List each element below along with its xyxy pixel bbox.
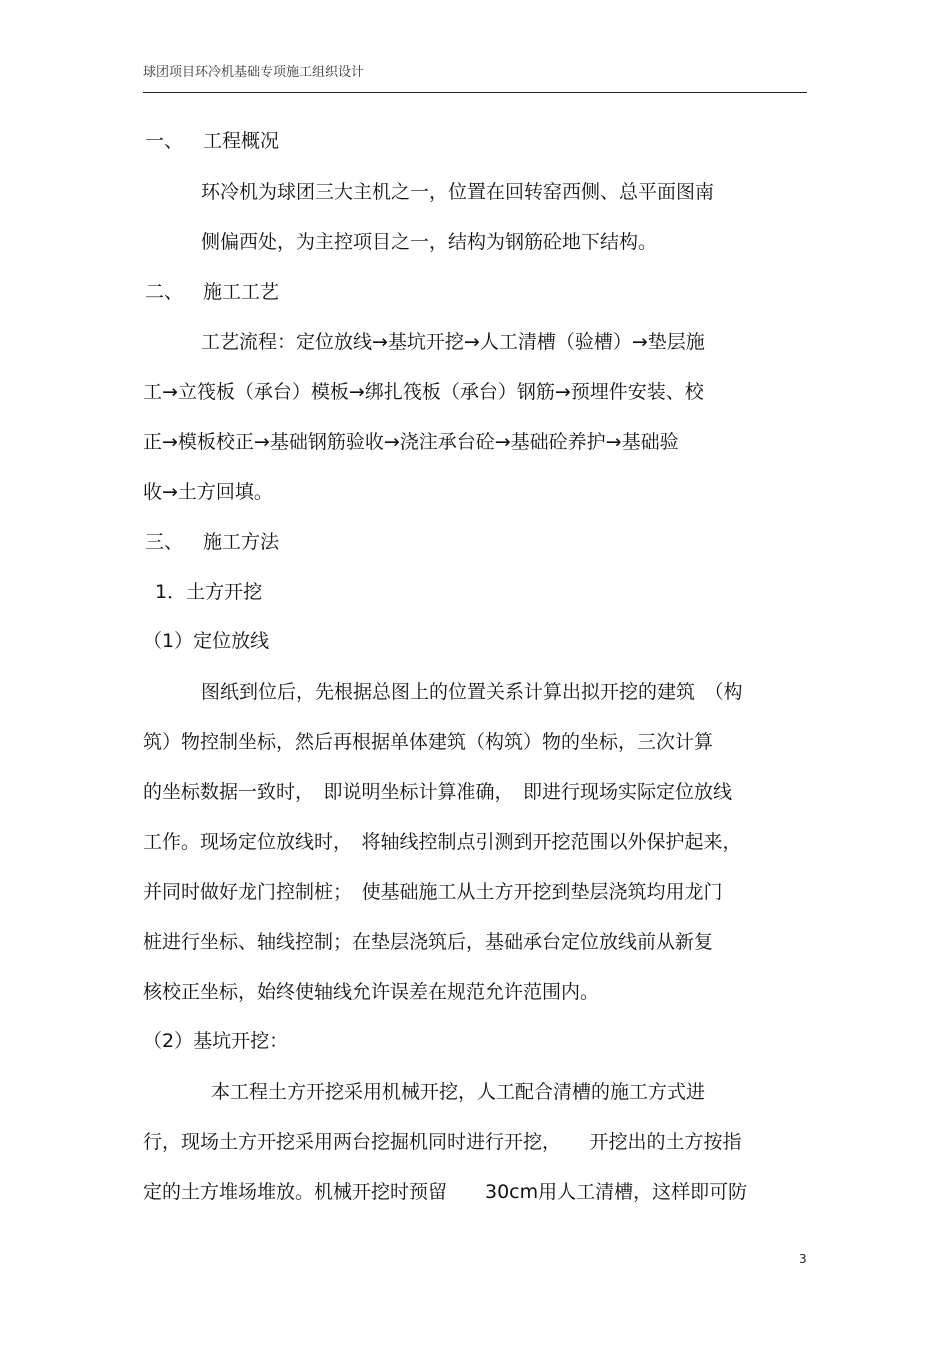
section-2-number: 二、 bbox=[145, 281, 184, 303]
page-header bbox=[143, 64, 807, 93]
section-1-number: 一、 bbox=[145, 130, 184, 152]
section-3-title: 施工方法 bbox=[203, 531, 280, 553]
subsection-heading: （1）定位放线 bbox=[143, 630, 270, 652]
paragraph-line: 侧偏西处，为主控项目之一，结构为钢筋砼地下结构。 bbox=[201, 231, 658, 253]
paragraph-line: 筑）物控制坐标，然后再根据单体建筑（构筑）物的坐标，三次计算 bbox=[143, 731, 714, 753]
section-3-heading bbox=[145, 529, 279, 555]
paragraph-line: 正→模板校正→基础钢筋验收→浇注承台砼→基础砼养护→基础验 bbox=[143, 431, 679, 453]
page-number: 3 bbox=[799, 1252, 807, 1266]
paragraph-line: 工→立筏板（承台）模板→绑扎筏板（承台）钢筋→预埋件安装、校 bbox=[143, 381, 704, 403]
header-title: 球团项目环冷机基础专项施工组织设计 bbox=[143, 65, 365, 80]
paragraph-line: 环冷机为球团三大主机之一，位置在回转窑西侧、总平面图南 bbox=[201, 181, 715, 203]
subsection-heading: （2）基坑开挖： bbox=[143, 1030, 289, 1052]
paragraph-line: 桩进行坐标、轴线控制；在垫层浇筑后，基础承台定位放线前从新复 bbox=[143, 931, 714, 953]
section-2-title: 施工工艺 bbox=[203, 281, 280, 303]
paragraph-line: 并同时做好龙门控制桩； 使基础施工从土方开挖到垫层浇筑均用龙门 bbox=[143, 881, 723, 903]
section-1-heading bbox=[145, 128, 279, 154]
paragraph-line: 核校正坐标，始终使轴线允许误差在规范允许范围内。 bbox=[143, 981, 600, 1003]
paragraph-line: 本工程土方开挖采用机械开挖，人工配合清槽的施工方式进 bbox=[211, 1081, 706, 1103]
section-2-heading bbox=[145, 279, 279, 305]
paragraph-line: 定的土方堆场堆放。机械开挖时预留 30cm用人工清槽，这样即可防 bbox=[143, 1181, 748, 1203]
paragraph-line: 工艺流程：定位放线→基坑开挖→人工清槽（验槽）→垫层施 bbox=[201, 331, 705, 353]
paragraph-line: 图纸到位后，先根据总图上的位置关系计算出拟开挖的建筑 （构 bbox=[201, 681, 743, 703]
section-1-title: 工程概况 bbox=[203, 130, 280, 152]
paragraph-line: 的坐标数据一致时， 即说明坐标计算准确， 即进行现场实际定位放线 bbox=[143, 781, 733, 803]
paragraph-line: 收→土方回填。 bbox=[143, 481, 273, 503]
section-3-number: 三、 bbox=[145, 531, 184, 553]
subsection-heading: 1．土方开挖 bbox=[155, 581, 263, 603]
paragraph-line: 工作。现场定位放线时， 将轴线控制点引测到开挖范围以外保护起来， bbox=[143, 831, 742, 853]
paragraph-line: 行，现场土方开挖采用两台挖掘机同时进行开挖， 开挖出的土方按指 bbox=[143, 1131, 742, 1153]
